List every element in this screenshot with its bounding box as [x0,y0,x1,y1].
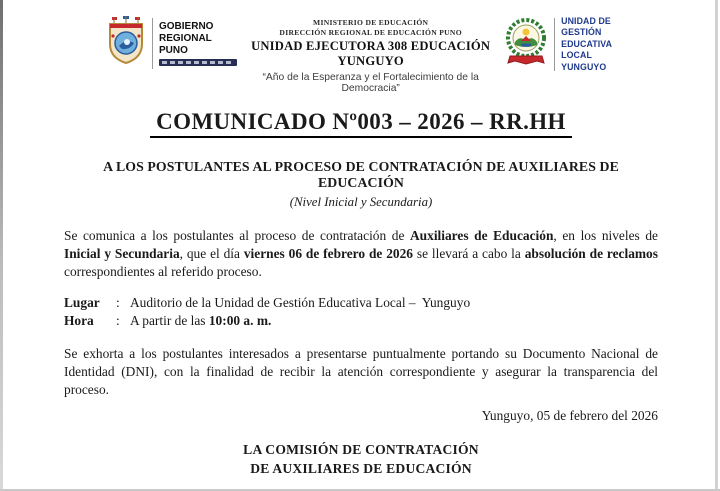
gobierno-regional-puno-logo [106,16,237,71]
hora-separator: : [116,313,120,329]
hora-label: Hora [64,313,94,329]
closing-line2: DE AUXILIARES DE EDUCACIÓN [250,461,472,477]
lugar-value: Auditorio de la Unidad de Gestión Educativa Local – Yunguyo [130,294,471,310]
right-org-line2: EDUCATIVA LOCAL [561,38,612,61]
executing-unit-line: UNIDAD EJECUTORA 308 EDUCACIÓN YUNGUYO [251,39,491,68]
logo-divider [152,18,153,69]
left-org-line3: PUNO [159,44,188,56]
right-org-line1: UNIDAD DE GESTIÓN [561,16,611,38]
year-slogan: “Año de la Esperanza y el Fortalecimiento de la Democracia” [262,72,479,94]
document-header [106,16,634,94]
dateline: Yunguyo, 05 de febrero del 2026 [481,407,658,423]
detail-row-hora [64,312,658,331]
page-edge-right [715,0,718,491]
ugel-yunguyo-logo [504,16,634,73]
puno-coat-of-arms-icon [106,16,146,71]
closing-signature [64,440,658,479]
ugel-yunguyo-emblem-icon [504,17,548,72]
detail-row-lugar [64,294,658,313]
header-center-text [237,16,504,94]
puno-tagline-strip [159,59,237,66]
lugar-separator: : [116,294,120,310]
logo-divider [554,18,555,71]
addressee-sub-line: (Nivel Inicial y Secundaria) [289,195,433,209]
gobierno-regional-puno-label [159,21,237,65]
hora-value: A partir de las 10:00 a. m. [130,313,272,329]
ugel-yunguyo-label [561,16,634,73]
page-edge-left [0,0,3,491]
body-paragraph-1: Se comunica a los postulantes al proceso de contratación de Auxiliares de Educación, en los niveles de Inicial y Secundaria, que el día viernes 06 de febrero de 2026 se llevará a cabo la absolución de reclamos correspondientes al referido proceso. [64,228,658,279]
ministry-line: MINISTERIO DE EDUCACIÓN [313,18,429,27]
body-paragraph-2: Se exhorta a los postulantes interesados a presentarse puntualmente portando su Documento Nacional de Identidad (DNI), con la finalidad de recibir la atención correspondiente y asegurar la transparencia del proceso. [64,345,658,397]
regional-direction-line: DIRECCIÓN REGIONAL DE EDUCACIÓN PUNO [279,28,462,37]
document-title: COMUNICADO Nº003 – 2026 – RR.HH [150,109,572,138]
lugar-label: Lugar [64,294,100,310]
addressee-line: A LOS POSTULANTES AL PROCESO DE CONTRATACIÓN DE AUXILIARES DE EDUCACIÓN [103,159,619,190]
right-org-line3: YUNGUYO [561,61,607,72]
title-wrap [64,109,658,138]
event-details [64,294,658,331]
left-org-line2: REGIONAL [159,33,212,45]
left-org-line1: GOBIERNO [159,21,214,33]
closing-line1: LA COMISIÓN DE CONTRATACIÓN [243,441,479,457]
